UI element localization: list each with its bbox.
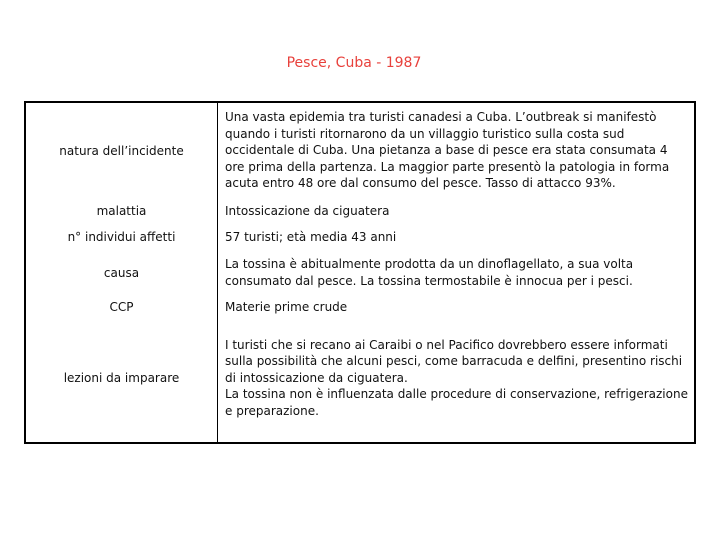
- row-label: natura dell’incidente: [59, 143, 184, 158]
- incident-table: [24, 101, 696, 444]
- table-row-natura: [26, 103, 694, 198]
- row-value: Materie prime crude: [225, 299, 348, 314]
- table-row-causa: [26, 250, 694, 295]
- row-label: causa: [103, 265, 140, 280]
- row-value: Una vasta epidemia tra turisti canadesi a Cuba. L’outbreak si manifestò quando i turisti ritornarono da un villaggio turistico sulla costa sud occidentale di Cuba. Una pietanza a base di pesce era stata consumata 4 ore prima della partenza. La maggior parte presentò la patologia in forma acuta entro 48 ore dal consumo del pesce. Tasso di attacco 93%.: [225, 110, 670, 191]
- row-label: CCP: [109, 300, 134, 314]
- table-row-individui: [26, 224, 694, 250]
- row-value: I turisti che si recano ai Caraibi o nel Pacifico dovrebbero essere informati sulla possibilità che alcuni pesci, come barracuda e delfini, presentino rischi di intossicazione da ciguatera. La tossina non è influenzata dalle procedure di conservazione, refrigerazione e preparazione.: [225, 337, 688, 418]
- table-row-malattia: [26, 198, 694, 224]
- table-row-lezioni: [26, 325, 694, 431]
- row-label: n° individui affetti: [67, 230, 176, 244]
- row-value: 57 turisti; età media 43 anni: [225, 229, 397, 244]
- row-label: malattia: [96, 204, 147, 218]
- page-title: Pesce, Cuba - 1987: [286, 55, 422, 71]
- row-label: lezioni da imparare: [63, 371, 180, 385]
- table-row-ccp: [26, 295, 694, 319]
- row-value: Intossicazione da ciguatera: [225, 203, 390, 218]
- row-value: La tossina è abitualmente prodotta da un dinoflagellato, a sua volta consumato dal pesce. La tossina termostabile è innocua per i pesci.: [225, 257, 634, 288]
